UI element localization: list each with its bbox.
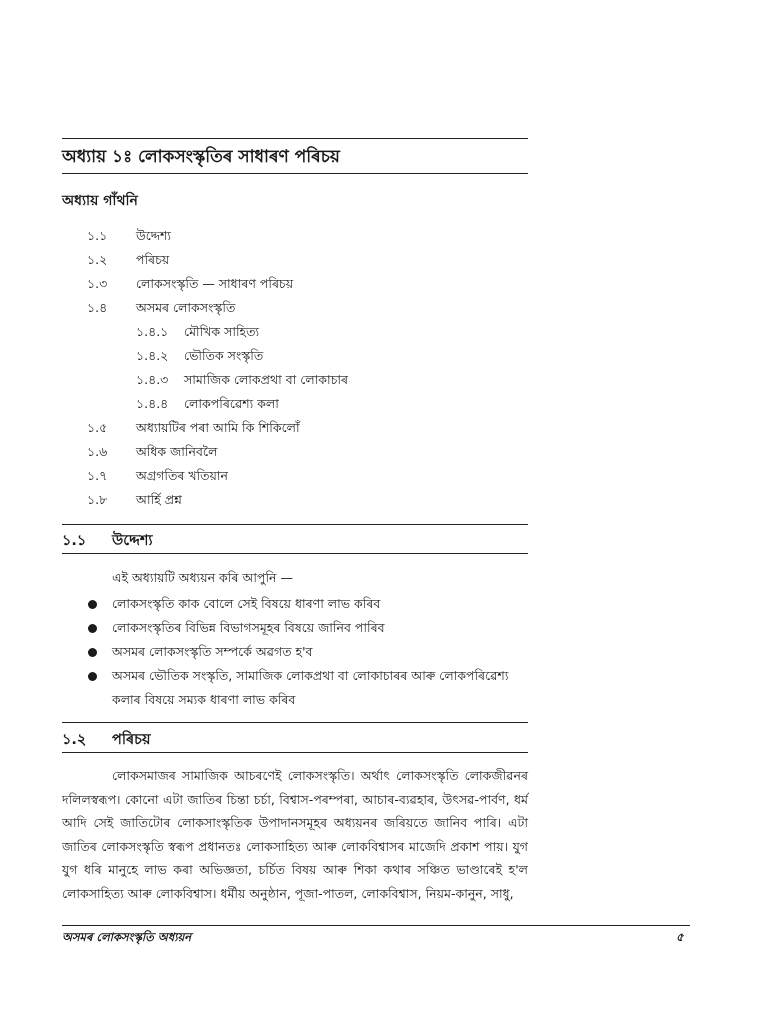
toc-subitem[interactable] (0, 346, 560, 370)
toc-item-number: ১.৪ (87, 300, 108, 315)
toc-item-label: অগ্ৰগতিৰ খতিয়ান (136, 468, 228, 483)
toc-item-label: অধ্যায়টিৰ পৰা আমি কি শিকিলোঁ (136, 420, 300, 435)
bullet-icon (88, 600, 97, 609)
toc-item-number: ১.৫ (87, 420, 108, 435)
section-2-top-rule (62, 722, 528, 723)
toc-item-label: সামাজিক লোকপ্ৰথা বা লোকাচাৰ (184, 372, 349, 387)
bullet-icon (88, 624, 97, 633)
toc-item-label: পৰিচয় (136, 252, 170, 267)
toc-item-number: ১.৪.৩ (136, 372, 169, 387)
section-1-number: ১.১ (62, 533, 87, 549)
chapter-title-top-rule (62, 138, 528, 139)
introduction-paragraph: লোকসমাজৰ সামাজিক আচৰণেই লোকসংস্কৃতি। অৰ্থাৎ লোকসংস্কৃতি লোকজীৱনৰ দলিলস্বৰূপ। কোনো এটা জাতিৰ চিন্তা চৰ্চা, বিশ্বাস-পৰম্পৰা, আচাৰ-ব্যৱহাৰ, উৎসৱ-পাৰ্বণ, ধৰ্ম আদি সেই জাতিটোৰ লোকসাংস্কৃতিক উপাদানসমূহৰ অধ্যয়নৰ জৰিয়তে জানিব পাৰি। এটা জাতিৰ লোকসংস্কৃতি স্বৰূপ প্ৰধানতঃ লোকসাহিত্য আৰু লোকবিশ্বাসৰ মাজেদি প্ৰকাশ পায়। যুগ যুগ ধৰি মানুহে লাভ কৰা অভিজ্ঞতা, চৰ্চিত বিষয় আৰু শিকা কথাৰ সঞ্চিত ভাণ্ডাৰেই হ'ল লোকসাহিত্য আৰু লোকবিশ্বাস। ধৰ্মীয় অনুষ্ঠান, পূজা-পাতল, লোকবিশ্বাস, নিয়ম-কানুন, সাধু, (62, 768, 528, 901)
section-1-bottom-rule (62, 553, 528, 554)
toc-item-label: আৰ্হি প্ৰশ্ন (136, 492, 182, 507)
toc-item[interactable] (0, 490, 560, 514)
toc-item-label: ভৌতিক সংস্কৃতি (184, 348, 264, 363)
page-number: ৫ (676, 930, 684, 944)
section-2-title: পৰিচয় (112, 732, 151, 748)
chapter-title: অধ্যায় ১ঃ লোকসংস্কৃতিৰ সাধাৰণ পৰিচয় (62, 147, 340, 167)
bullet-icon (88, 648, 97, 657)
toc-item-label: অধিক জানিবলৈ (136, 444, 218, 459)
section-2-bottom-rule (62, 752, 528, 753)
objective-item (0, 592, 560, 616)
toc-item-number: ১.৬ (87, 444, 108, 459)
toc-item-label: লোকপৰিৱেশ্য কলা (184, 396, 279, 411)
toc-subitem[interactable] (0, 394, 560, 418)
objective-text: অসমৰ ভৌতিক সংস্কৃতি, সামাজিক লোকপ্ৰথা বা লোকাচাৰৰ আৰু লোকপৰিৱেশ্য কলাৰ বিষয়ে সম্যক ধাৰণা লাভ কৰিব (112, 668, 509, 707)
chapter-title-bottom-rule (62, 173, 528, 174)
toc-item[interactable] (0, 466, 560, 490)
toc-item[interactable] (0, 226, 560, 250)
toc-item-number: ১.৪.১ (136, 324, 169, 339)
toc-item-label: উদ্দেশ্য (136, 228, 172, 243)
toc-item-number: ১.৮ (87, 492, 108, 507)
toc-item[interactable] (0, 418, 560, 442)
toc-item[interactable] (0, 442, 560, 466)
objectives-list (0, 592, 560, 712)
objective-item (0, 664, 560, 712)
toc-item-number: ১.১ (87, 228, 108, 243)
objective-item (0, 616, 560, 640)
objective-item (0, 640, 560, 664)
toc-item-number: ১.৪.২ (136, 348, 169, 363)
section-1-title: উদ্দেশ্য (112, 533, 153, 549)
toc-item[interactable] (0, 298, 560, 322)
objective-text: লোকসংস্কৃতিৰ বিভিন্ন বিভাগসমূহৰ বিষয়ে জানিব পাৰিব (112, 620, 385, 635)
contents-heading: অধ্যায় গাঁথনি (62, 193, 138, 209)
bullet-icon (88, 672, 97, 681)
objectives-intro: এই অধ্যায়টি অধ্যয়ন কৰি আপুনি — (112, 570, 293, 585)
toc-item-number: ১.৩ (87, 276, 108, 291)
objective-text: অসমৰ লোকসংস্কৃতি সম্পৰ্কে অৱগত হ'ব (112, 644, 313, 659)
toc-item-label: মৌখিক সাহিত্য (184, 324, 260, 339)
toc-item-number: ১.২ (87, 252, 108, 267)
section-2-number: ১.২ (62, 732, 87, 748)
toc-item[interactable] (0, 250, 560, 274)
toc-item-label: লোকসংস্কৃতি — সাধাৰণ পৰিচয় (136, 276, 294, 291)
toc-item-number: ১.৭ (87, 468, 108, 483)
toc-item-label: অসমৰ লোকসংস্কৃতি (136, 300, 236, 315)
section-1-top-rule (62, 524, 528, 525)
toc-subitem[interactable] (0, 322, 560, 346)
toc-subitem[interactable] (0, 370, 560, 394)
table-of-contents (0, 226, 560, 514)
footer-book-title: অসমৰ লোকসংস্কৃতি অধ্যয়ন (62, 930, 192, 944)
toc-item[interactable] (0, 274, 560, 298)
toc-item-number: ১.৪.৪ (136, 396, 169, 411)
objective-text: লোকসংস্কৃতি কাক বোলে সেই বিষয়ে ধাৰণা লাভ কৰিব (112, 596, 381, 611)
footer-rule (62, 925, 690, 926)
